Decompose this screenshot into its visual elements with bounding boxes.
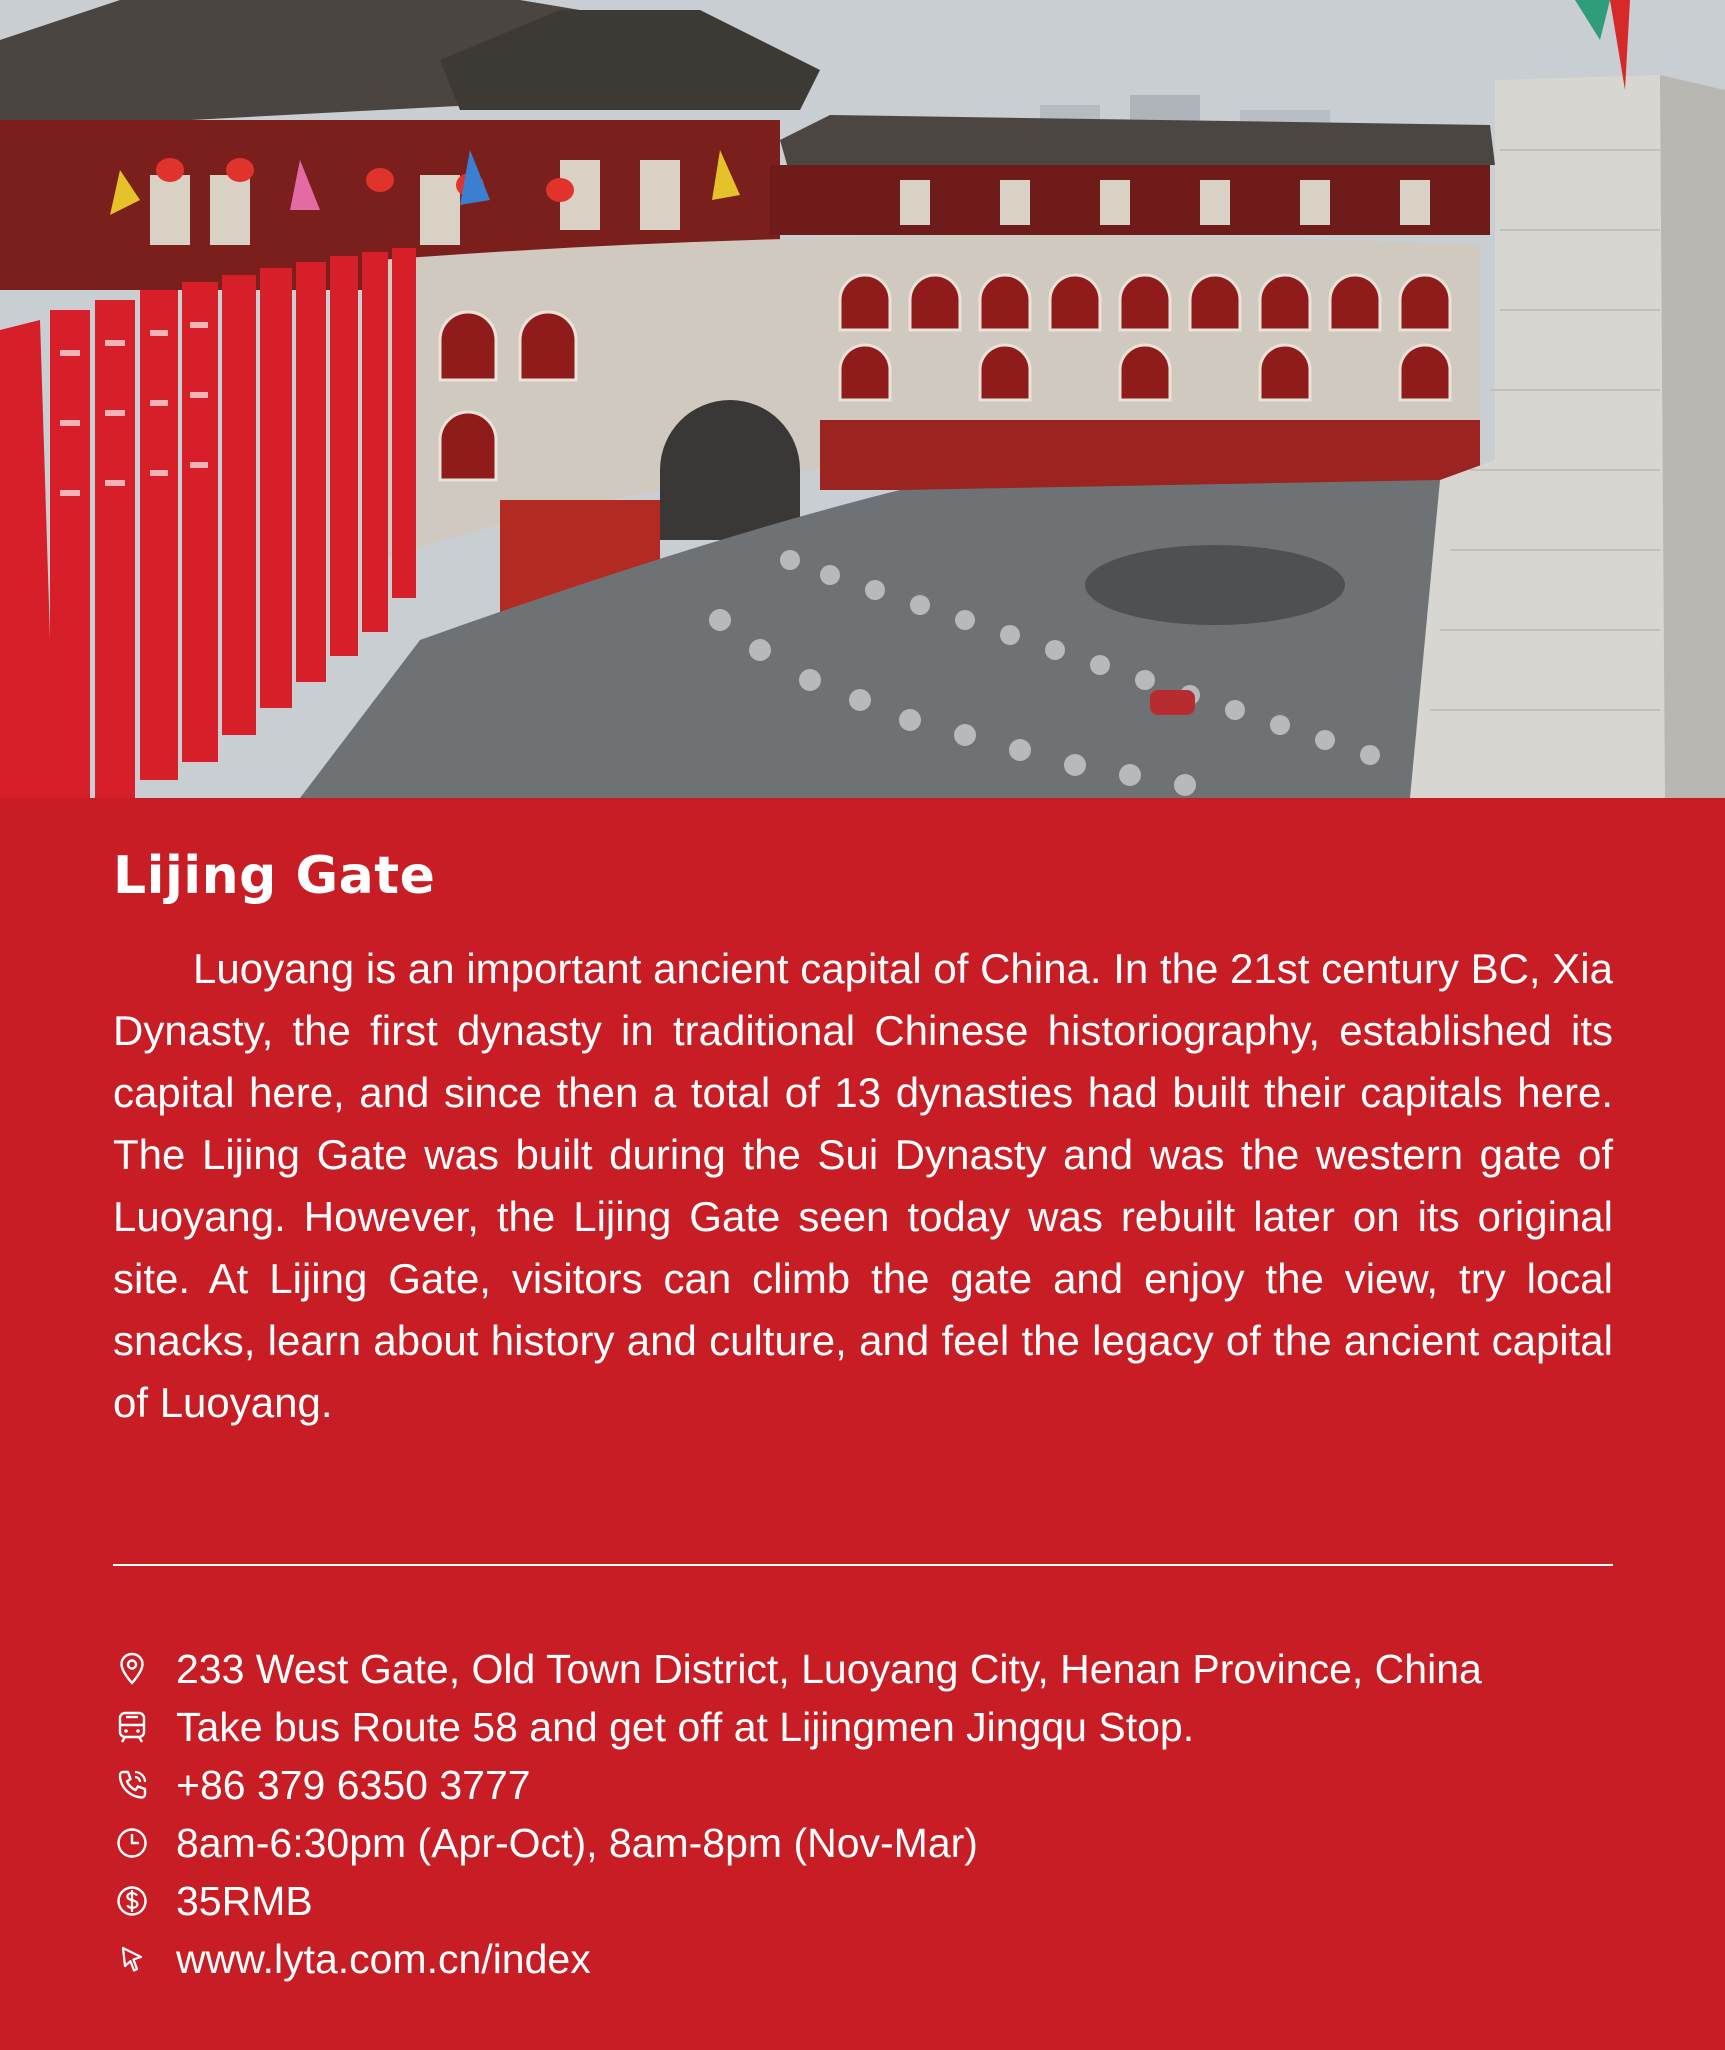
cursor-icon [113, 1940, 151, 1978]
website-link[interactable]: www.lyta.com.cn/index [176, 1935, 591, 1982]
attraction-description: Luoyang is an important ancient capital of China. In the 21st century BC, Xia Dynasty, the first dynasty in traditional Chinese historiography, established its capital here, and since then a total of 13 dynasties had built their capitals here. The Lijing Gate was built during the Sui Dynasty and was the western gate of Luoyang. However, the Lijing Gate seen today was rebuilt later on its original site. At Lijing Gate, visitors can climb the gate and enjoy the view, try local snacks, learn about history and culture, and feel the legacy of the ancient capital of Luoyang. [113, 945, 1613, 1426]
hours-text: 8am-6:30pm (Apr-Oct), 8am-8pm (Nov-Mar) [176, 1819, 978, 1866]
phone-icon [113, 1766, 151, 1804]
info-phone [113, 1756, 1633, 1814]
price-text: 35RMB [176, 1877, 313, 1924]
info-panel [0, 798, 1725, 2050]
clock-icon [113, 1824, 151, 1862]
dollar-icon [113, 1882, 151, 1920]
lijing-gate-photo [0, 0, 1725, 798]
bus-icon [113, 1708, 151, 1746]
divider [113, 1564, 1613, 1566]
info-hours [113, 1814, 1633, 1872]
info-transport [113, 1698, 1633, 1756]
info-list [113, 1640, 1633, 1988]
address-text: 233 West Gate, Old Town District, Luoyang City, Henan Province, China [176, 1645, 1482, 1692]
attraction-title: Lijing Gate [113, 846, 436, 906]
info-price [113, 1872, 1633, 1930]
location-pin-icon [113, 1650, 151, 1688]
transport-text: Take bus Route 58 and get off at Lijingmen Jingqu Stop. [176, 1703, 1195, 1750]
info-address [113, 1640, 1633, 1698]
phone-text: +86 379 6350 3777 [176, 1761, 531, 1808]
info-website [113, 1930, 1633, 1988]
